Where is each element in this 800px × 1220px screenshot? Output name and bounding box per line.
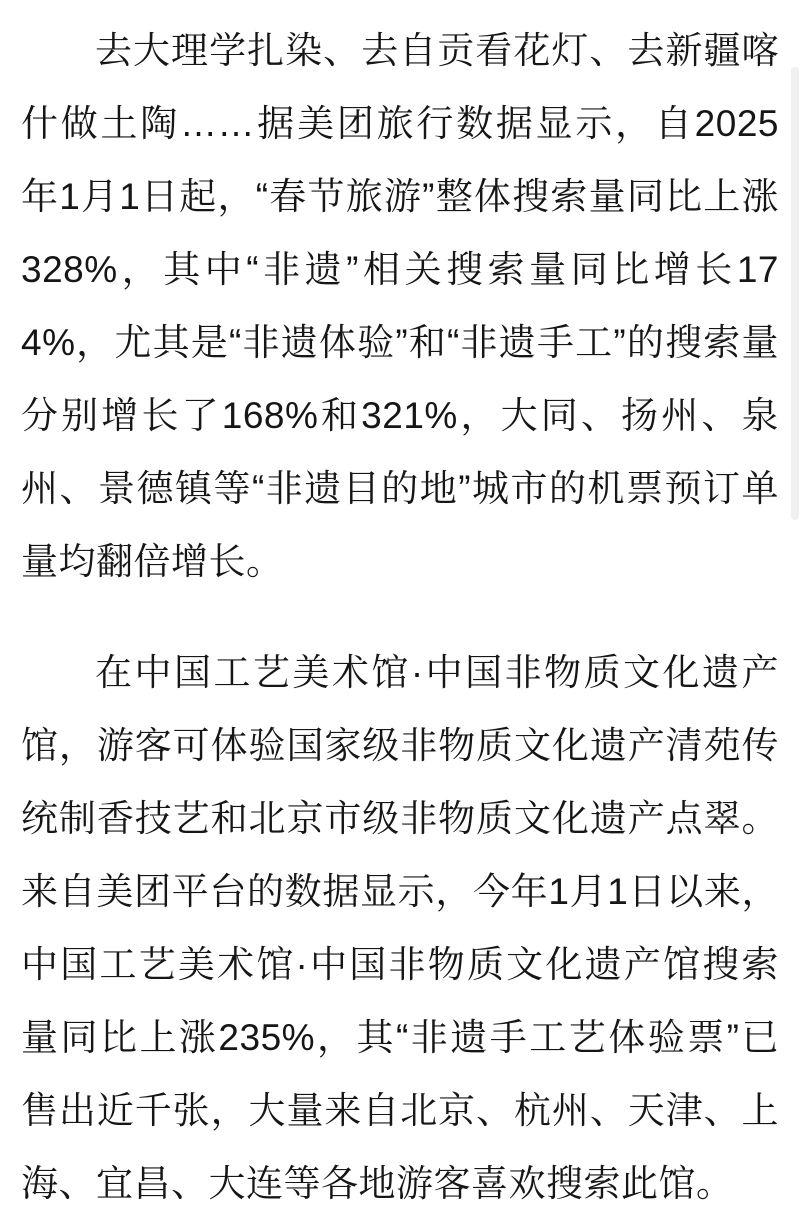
paragraph-spring-festival-data: 去大理学扎染、去自贡看花灯、去新疆喀什做土陶……据美团旅行数据显示，自2025年1月1日起，“春节旅游”整体搜索量同比上涨328%，其中“非遗”相关搜索量同比增长174%，尤其是“非遗体验”和“非遗手工”的搜索量分别增长了168%和321%，大同、扬州、泉州、景德镇等“非遗目的地”城市的机票预订单量均翻倍增长。 xyxy=(21,30,779,582)
scrollbar-thumb[interactable] xyxy=(791,67,799,520)
paragraph-craft-museum-data: 在中国工艺美术馆·中国非物质文化遗产馆，游客可体验国家级非物质文化遗产清苑传统制香技艺和北京市级非物质文化遗产点翠。来自美团平台的数据显示，今年1月1日以来，中国工艺美术馆·中国非物质文化遗产馆搜索量同比上涨235%，其“非遗手工艺体验票”已售出近千张，大量来自北京、杭州、天津、上海、宜昌、大连等各地游客喜欢搜索此馆。 xyxy=(21,652,779,1204)
